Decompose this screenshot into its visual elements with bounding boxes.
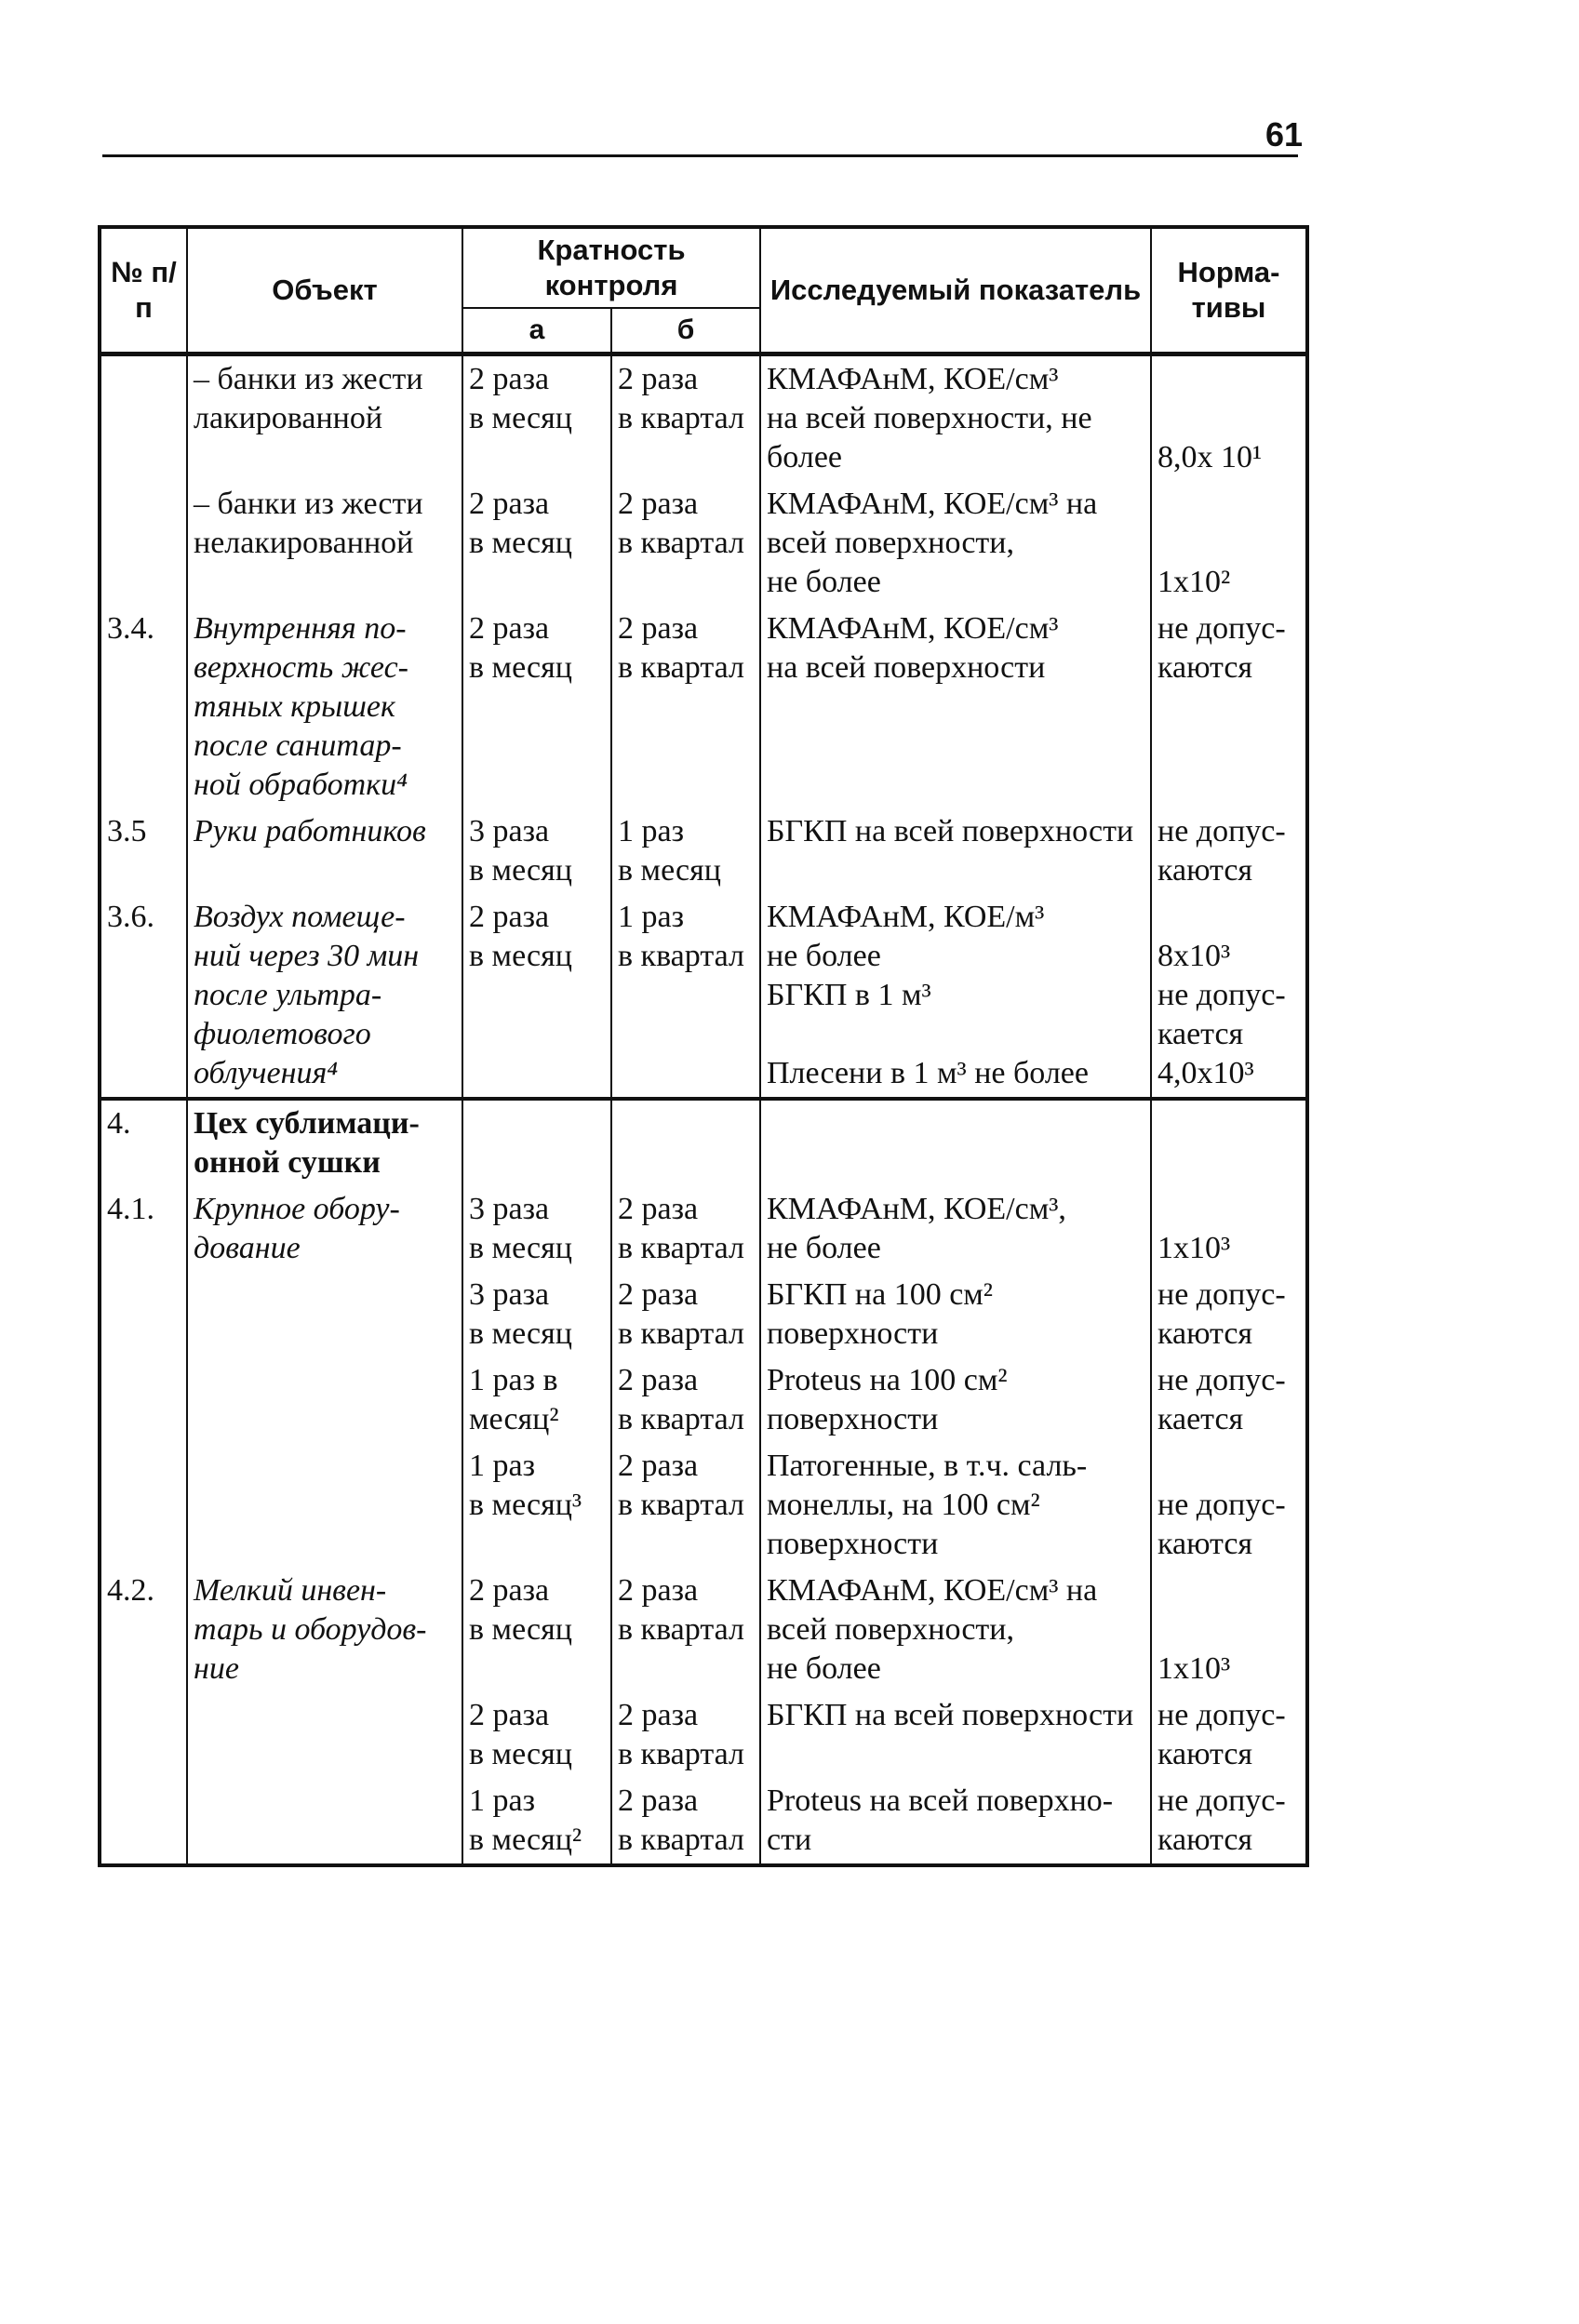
cell-norm (1151, 1272, 1307, 1357)
cell-num: 3.6. (100, 894, 187, 1099)
cell-line: не более (767, 1231, 881, 1265)
header-num: № п/п (100, 227, 187, 354)
cell-line: в квартал (618, 1488, 744, 1522)
cell-line: месяц² (469, 1402, 559, 1436)
cell-line: 1 раз (618, 900, 685, 934)
cell-line: 1 раз (469, 1783, 536, 1818)
cell-line: 2 раза (618, 1363, 699, 1397)
cell-line: 3 раза (469, 1277, 550, 1312)
cell-line: 2 раза (469, 611, 550, 646)
cell-line: монеллы, на 100 см² (767, 1488, 1040, 1522)
cell-line: в квартал (618, 1316, 744, 1351)
table-row (100, 1099, 1307, 1186)
cell-num (100, 1443, 187, 1568)
table-body (100, 354, 1307, 1866)
cell-object (187, 1357, 462, 1443)
cell-line (1157, 1610, 1300, 1650)
cell-norm (1151, 1443, 1307, 1568)
cell-line: 2 раза (618, 1192, 699, 1226)
cell-indicator (760, 1692, 1151, 1778)
cell-line: поверхности (767, 1316, 939, 1351)
cell-line: КМАФАнМ, КОЕ/м³ (767, 900, 1045, 934)
table-row (100, 1778, 1307, 1865)
cell-num (100, 1272, 187, 1357)
cell-line: 2 раза (618, 1698, 699, 1732)
cell-line: в месяц (469, 526, 572, 560)
cell-line: не допус- (1157, 1277, 1286, 1312)
cell-frequency-b (611, 1357, 760, 1443)
header-rule (102, 154, 1298, 157)
cell-line: ний через 30 мин (194, 939, 420, 973)
cell-line: всей поверхности, (767, 526, 1014, 560)
cell-line: не допус- (1157, 1783, 1286, 1818)
cell-frequency-a (462, 1443, 611, 1568)
cell-line (1157, 399, 1300, 438)
cell-line: онной сушки (194, 1145, 381, 1180)
cell-indicator (760, 1186, 1151, 1272)
cell-indicator (760, 1099, 1151, 1186)
header-norms: Норма-тивы (1151, 227, 1307, 354)
cell-frequency-a (462, 894, 611, 1099)
cell-line: в квартал (618, 401, 744, 435)
cell-indicator (760, 606, 1151, 808)
cell-line: каются (1157, 1737, 1253, 1771)
cell-line: 2 раза (618, 487, 699, 521)
cell-line: БГКП на всей поверхности (767, 814, 1134, 848)
cell-frequency-b (611, 606, 760, 808)
cell-line: не допус- (1157, 1488, 1286, 1522)
cell-line: не допус- (1157, 1698, 1286, 1732)
cell-object (187, 1272, 462, 1357)
table-row (100, 1357, 1307, 1443)
table-row (100, 1186, 1307, 1272)
cell-line: ние (194, 1651, 239, 1686)
cell-object (187, 1099, 462, 1186)
cell-line: БГКП в 1 м³ (767, 978, 931, 1012)
cell-line: Proteus на 100 см² (767, 1363, 1008, 1397)
cell-frequency-b (611, 481, 760, 606)
cell-line: Мелкий инвен- (194, 1573, 387, 1608)
table-row (100, 808, 1307, 894)
cell-line (1157, 360, 1300, 399)
table-row (100, 354, 1307, 482)
cell-indicator (760, 1568, 1151, 1692)
cell-num (100, 1357, 187, 1443)
cell-line: КМАФАнМ, КОЕ/см³ (767, 362, 1059, 396)
cell-line (1157, 1571, 1300, 1610)
cell-norm (1151, 894, 1307, 1099)
cell-frequency-a (462, 1272, 611, 1357)
cell-norm (1151, 606, 1307, 808)
cell-indicator (760, 1443, 1151, 1568)
cell-line: БГКП на всей поверхности (767, 1698, 1134, 1732)
cell-indicator (760, 1778, 1151, 1865)
cell-frequency-b (611, 1272, 760, 1357)
cell-line: в месяц (469, 650, 572, 685)
cell-line: в месяц (469, 853, 572, 888)
cell-line: фиолетового (194, 1017, 371, 1051)
cell-frequency-a (462, 606, 611, 808)
cell-num (100, 1778, 187, 1865)
cell-frequency-a (462, 808, 611, 894)
cell-indicator (760, 894, 1151, 1099)
cell-line: 2 раза (618, 362, 699, 396)
cell-line: Патогенные, в т.ч. саль- (767, 1449, 1088, 1483)
cell-line: облучения⁴ (194, 1056, 339, 1090)
cell-line: в квартал (618, 1231, 744, 1265)
cell-line: КМАФАнМ, КОЕ/см³ на (767, 487, 1098, 521)
cell-num: 3.4. (100, 606, 187, 808)
cell-object (187, 354, 462, 482)
cell-line: после ультра- (194, 978, 382, 1012)
cell-line: кается (1157, 1017, 1244, 1051)
cell-frequency-a (462, 1692, 611, 1778)
cell-line: в месяц (469, 1316, 572, 1351)
cell-frequency-b (611, 808, 760, 894)
cell-line: КМАФАнМ, КОЕ/см³ (767, 611, 1059, 646)
cell-line: в месяц (469, 939, 572, 973)
cell-line: в квартал (618, 650, 744, 685)
cell-line: 2 раза (618, 1573, 699, 1608)
cell-line: на всей поверхности (767, 650, 1046, 685)
cell-line: 1х10³ (1157, 1651, 1231, 1686)
cell-line: 2 раза (618, 1449, 699, 1483)
cell-norm (1151, 1357, 1307, 1443)
cell-line: 4,0х10³ (1157, 1056, 1254, 1090)
cell-frequency-a (462, 1357, 611, 1443)
cell-line: кается (1157, 1402, 1244, 1436)
cell-line: КМАФАнМ, КОЕ/см³, (767, 1192, 1066, 1226)
cell-line: 8,0х 10¹ (1157, 440, 1263, 474)
header-frequency-b: б (611, 308, 760, 354)
table-row (100, 481, 1307, 606)
cell-frequency-b (611, 1099, 760, 1186)
cell-line: БГКП на 100 см² (767, 1277, 993, 1312)
cell-line: в месяц (618, 853, 721, 888)
cell-object (187, 1443, 462, 1568)
cell-indicator (760, 808, 1151, 894)
cell-object (187, 1778, 462, 1865)
cell-line (1157, 485, 1300, 524)
table-row (100, 894, 1307, 1099)
cell-frequency-b (611, 894, 760, 1099)
cell-norm (1151, 481, 1307, 606)
cell-indicator (760, 1357, 1151, 1443)
cell-frequency-a (462, 1099, 611, 1186)
cell-num: 4.1. (100, 1186, 187, 1272)
cell-object (187, 808, 462, 894)
header-frequency: Кратность контроля (462, 227, 760, 308)
cell-line: не допус- (1157, 1363, 1286, 1397)
cell-num (100, 354, 187, 482)
cell-line: не более (767, 1651, 881, 1686)
cell-line: ной обработки⁴ (194, 768, 408, 802)
cell-line: дование (194, 1231, 301, 1265)
cell-norm (1151, 1568, 1307, 1692)
cell-object (187, 1692, 462, 1778)
cell-line: более (767, 440, 842, 474)
page-number: 61 (1265, 115, 1303, 154)
cell-line: в квартал (618, 939, 744, 973)
cell-line: 1х10³ (1157, 1231, 1231, 1265)
cell-line: Крупное обору- (194, 1192, 400, 1226)
cell-line: в квартал (618, 1823, 744, 1857)
cell-line: 1 раз (618, 814, 685, 848)
cell-line: всей поверхности, (767, 1612, 1014, 1647)
cell-line: не более (767, 939, 881, 973)
cell-line: каются (1157, 650, 1253, 685)
cell-line: поверхности (767, 1402, 939, 1436)
cell-line: в квартал (618, 1402, 744, 1436)
cell-norm (1151, 1099, 1307, 1186)
cell-line: Цех сублимаци- (194, 1106, 420, 1141)
cell-line: в месяц² (469, 1823, 582, 1857)
header-object: Объект (187, 227, 462, 354)
cell-line: лакированной (194, 401, 383, 435)
table-row (100, 1692, 1307, 1778)
cell-indicator (760, 1272, 1151, 1357)
cell-line: в месяц (469, 1612, 572, 1647)
table-row (100, 1443, 1307, 1568)
cell-object (187, 1568, 462, 1692)
cell-line: 3 раза (469, 814, 550, 848)
cell-line: Воздух помеще- (194, 900, 406, 934)
cell-line: Proteus на всей поверхно- (767, 1783, 1114, 1818)
cell-line: не допус- (1157, 978, 1286, 1012)
header-frequency-a: а (462, 308, 611, 354)
cell-num: 3.5 (100, 808, 187, 894)
table-row (100, 1272, 1307, 1357)
cell-line: КМАФАнМ, КОЕ/см³ на (767, 1573, 1098, 1608)
cell-line: в квартал (618, 1737, 744, 1771)
cell-line: 1х10² (1157, 565, 1231, 599)
cell-line: Плесени в 1 м³ не более (767, 1056, 1089, 1090)
cell-line: в месяц (469, 401, 572, 435)
cell-line: верхность жес- (194, 650, 408, 685)
cell-line: 2 раза (469, 362, 550, 396)
cell-line: каются (1157, 1823, 1253, 1857)
cell-line: 2 раза (618, 1277, 699, 1312)
cell-line: – банки из жести (194, 362, 423, 396)
cell-line: 2 раза (469, 1698, 550, 1732)
cell-line: – банки из жести (194, 487, 423, 521)
cell-line: 2 раза (618, 1783, 699, 1818)
cell-num: 4.2. (100, 1568, 187, 1692)
cell-frequency-a (462, 354, 611, 482)
cell-line: в квартал (618, 526, 744, 560)
cell-object (187, 894, 462, 1099)
cell-norm (1151, 1692, 1307, 1778)
cell-frequency-a (462, 1186, 611, 1272)
cell-line: Руки работников (194, 814, 426, 848)
header-indicator: Исследуемый показатель (760, 227, 1151, 354)
cell-line: каются (1157, 1316, 1253, 1351)
cell-line: не допус- (1157, 611, 1286, 646)
cell-line: после санитар- (194, 728, 402, 763)
cell-line: тарь и оборудов- (194, 1612, 427, 1647)
cell-frequency-b (611, 1186, 760, 1272)
cell-line: в месяц (469, 1231, 572, 1265)
table-row (100, 606, 1307, 808)
cell-num (100, 481, 187, 606)
cell-line: 2 раза (469, 1573, 550, 1608)
cell-line: в месяц³ (469, 1488, 582, 1522)
norms-table (98, 225, 1309, 1867)
cell-line (1157, 524, 1300, 563)
cell-frequency-b (611, 1568, 760, 1692)
cell-line: 2 раза (469, 900, 550, 934)
cell-line: в квартал (618, 1612, 744, 1647)
cell-num (100, 1692, 187, 1778)
cell-line: в месяц (469, 1737, 572, 1771)
cell-line: 2 раза (618, 611, 699, 646)
cell-line: 3 раза (469, 1192, 550, 1226)
cell-line: Внутренняя по- (194, 611, 407, 646)
cell-line: сти (767, 1823, 812, 1857)
cell-line: поверхности (767, 1527, 939, 1561)
cell-line (1157, 1190, 1300, 1229)
cell-line: 1 раз (469, 1449, 536, 1483)
cell-frequency-b (611, 1692, 760, 1778)
cell-frequency-b (611, 354, 760, 482)
cell-line: нелакированной (194, 526, 414, 560)
cell-indicator (760, 481, 1151, 606)
table-header (100, 227, 1307, 354)
cell-line: 1 раз в (469, 1363, 558, 1397)
cell-line: на всей поверхности, не (767, 401, 1092, 435)
cell-line: 8х10³ (1157, 939, 1231, 973)
cell-frequency-a (462, 481, 611, 606)
cell-line: каются (1157, 853, 1253, 888)
cell-frequency-a (462, 1568, 611, 1692)
cell-norm (1151, 1186, 1307, 1272)
cell-object (187, 606, 462, 808)
cell-frequency-b (611, 1778, 760, 1865)
cell-object (187, 481, 462, 606)
cell-frequency-a (462, 1778, 611, 1865)
cell-norm (1151, 354, 1307, 482)
cell-norm (1151, 808, 1307, 894)
cell-line: каются (1157, 1527, 1253, 1561)
cell-object (187, 1186, 462, 1272)
cell-line (767, 1015, 1144, 1054)
cell-norm (1151, 1778, 1307, 1865)
cell-line: 2 раза (469, 487, 550, 521)
table-row (100, 1568, 1307, 1692)
cell-frequency-b (611, 1443, 760, 1568)
cell-line (1157, 1447, 1300, 1486)
cell-num: 4. (100, 1099, 187, 1186)
cell-line: тяных крышек (194, 689, 395, 724)
cell-line: не допус- (1157, 814, 1286, 848)
cell-line: не более (767, 565, 881, 599)
cell-line (1157, 898, 1300, 937)
cell-indicator (760, 354, 1151, 482)
